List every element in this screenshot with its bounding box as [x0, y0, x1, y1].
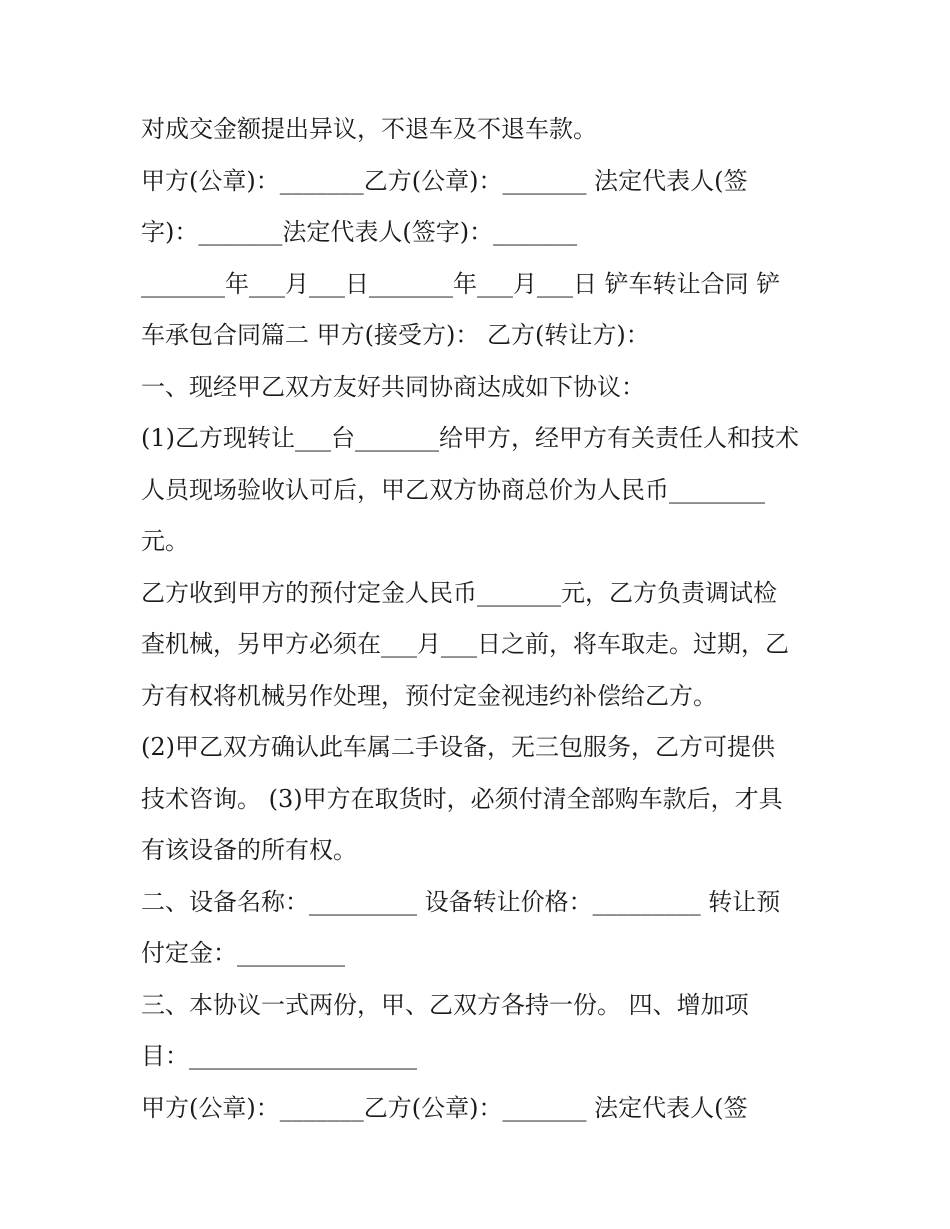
text-line: 方有权将机械另作处理，预付定金视违约补偿给乙方。	[141, 681, 717, 710]
text-line: _______年___月___日_______年___月___日 铲车转让合同 铲	[141, 269, 781, 298]
text-line: 甲方(公章)：_______乙方(公章)：_______ 法定代表人(签	[141, 1093, 748, 1122]
text-line: 元。	[141, 527, 189, 555]
text-line: 三、本协议一式两份，甲、乙双方各持一份。 四、增加项	[141, 990, 749, 1019]
contract-body	[141, 104, 821, 1134]
text-line: 字)：_______法定代表人(签字)：_______	[141, 218, 578, 246]
text-line: 人员现场验收认可后，甲乙双方协商总价为人民币________	[141, 475, 765, 504]
text-line: 乙方收到甲方的预付定金人民币_______元，乙方负责调试检	[141, 578, 777, 607]
text-line: 目：___________________	[141, 1042, 417, 1070]
text-line: (1)乙方现转让___台_______给甲方，经甲方有关责任人和技术	[141, 424, 799, 452]
text-line: 付定金：_________	[141, 939, 345, 967]
text-line: 对成交金额提出异议，不退车及不退车款。	[141, 115, 597, 143]
text-line: 二、设备名称：_________ 设备转让价格：_________ 转让预	[141, 887, 781, 916]
text-line: 一、现经甲乙双方友好共同协商达成如下协议：	[141, 372, 645, 401]
text-line: 甲方(公章)：_______乙方(公章)：_______ 法定代表人(签	[141, 166, 748, 195]
text-line: 技术咨询。 (3)甲方在取货时，必须付清全部购车款后，才具	[141, 784, 783, 813]
text-line: 车承包合同篇二 甲方(接受方)： 乙方(转让方)：	[141, 321, 650, 349]
text-line: 查机械，另甲方必须在___月___日之前，将车取走。过期，乙	[141, 630, 789, 658]
text-line: 有该设备的所有权。	[141, 836, 357, 864]
text-line: (2)甲乙双方确认此车属二手设备，无三包服务，乙方可提供	[141, 733, 775, 761]
